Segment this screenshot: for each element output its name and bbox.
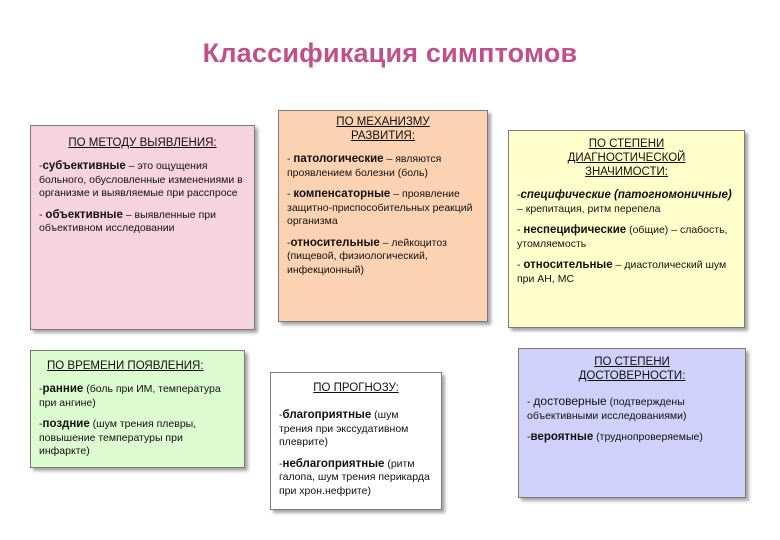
detection-method-box xyxy=(30,125,255,330)
reliability-heading: ПО СТЕПЕНИ ДОСТОВЕРНОСТИ: xyxy=(578,356,686,382)
nonspecific-term: неспецифические xyxy=(523,224,627,236)
diagnostic-significance-heading: ПО СТЕПЕНИ ДИАГНОСТИЧЕСКОЙ ЗНАЧИМОСТИ: xyxy=(567,138,686,178)
mechanism-box xyxy=(278,110,488,322)
prognosis-heading: ПО ПРОГНОЗУ: xyxy=(313,382,399,394)
compensatory-term: компенсаторные xyxy=(293,188,391,200)
list-item: - объективные – выявленные при объективном исследовании xyxy=(39,208,216,234)
unfavorable-term: неблагоприятные xyxy=(282,457,385,470)
list-item: -неблагоприятные (ритм галопа, шум трения перикарда при хрон.нефрите) xyxy=(279,457,430,497)
mechanism-heading: ПО МЕХАНИЗМУ РАЗВИТИЯ: xyxy=(336,116,430,142)
diagnostic-significance-box xyxy=(508,130,745,328)
early-term: ранние xyxy=(42,383,84,395)
late-term: поздние xyxy=(42,418,90,430)
specific-term: специфические (патогномоничные) xyxy=(520,189,732,201)
list-item: - компенсаторные – проявление защитно-приспособительных реакций организма xyxy=(287,188,473,227)
list-item: -относительные – лейкоцитоз (пищевой, физиологический, инфекционный) xyxy=(287,236,447,276)
time-of-appearance-heading: ПО ВРЕМЕНИ ПОЯВЛЕНИЯ: xyxy=(47,360,204,372)
list-item: -благоприятные (шум трения при экссудативном плеврите) xyxy=(279,409,409,448)
list-item: -специфические (патогномоничные) – крепитация, ритм перепела xyxy=(517,189,732,215)
reliable-term: достоверные xyxy=(533,394,607,408)
list-item: -ранние (боль при ИМ, температура при ангине) xyxy=(39,383,221,409)
list-item: -субъективные – это ощущения больного, обусловленные изменениями в организме и выявляемые при расспросе xyxy=(39,160,243,199)
relative-term: относительные xyxy=(290,236,380,249)
list-item: -вероятные (труднопроверяемые) xyxy=(527,431,703,443)
list-item: - неспецифические (общие) – слабость, утомляемость xyxy=(517,224,728,250)
detection-method-heading: ПО МЕТОДУ ВЫЯВЛЕНИЯ: xyxy=(68,137,217,149)
reliability-box xyxy=(518,348,746,498)
list-item: - патологические – являются проявлением болезни (боль) xyxy=(287,153,442,179)
prognosis-box xyxy=(270,372,442,510)
list-item: - относительные – диастолический шум при АН, МС xyxy=(517,259,727,285)
list-item: - достоверные (подтверждены объективными исследованиями) xyxy=(527,394,687,422)
objective-term: объективные xyxy=(45,208,123,221)
relative-term: относительные xyxy=(523,259,613,271)
list-item: -поздние (шум трения плевры, повышение температуры при инфаркте) xyxy=(39,418,197,457)
time-of-appearance-box xyxy=(30,350,245,468)
pathological-term: патологические xyxy=(293,153,384,165)
page-title: Классификация симптомов xyxy=(202,38,578,68)
subjective-term: субъективные xyxy=(42,160,126,172)
probable-term: вероятные xyxy=(530,431,594,443)
favorable-term: благоприятные xyxy=(282,409,372,421)
